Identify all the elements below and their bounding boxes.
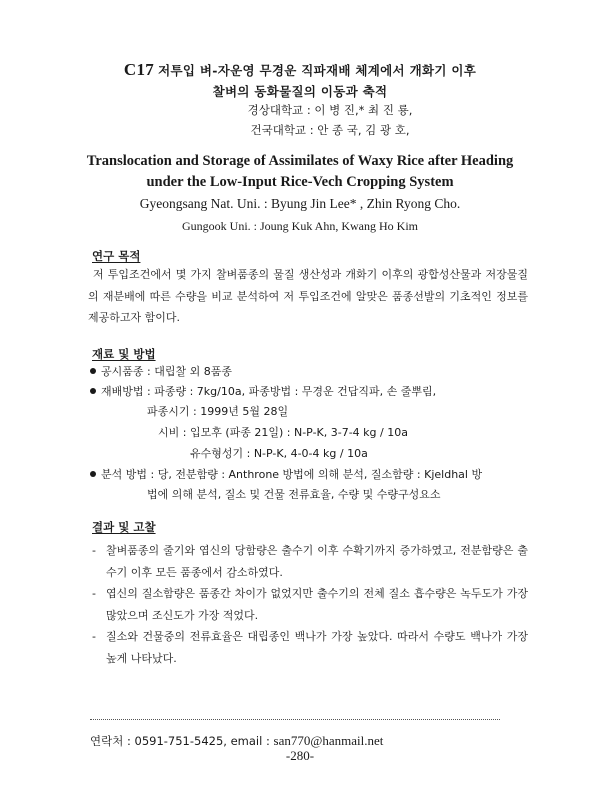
result-item-2: [92, 583, 528, 626]
korean-title-text-1: 저투입 벼-자운영 무경운 직파재배 체계에서 개화기 이후: [158, 63, 477, 78]
contact-email: san770@hanmail.net: [273, 733, 384, 748]
methods-text-2: 재배방법 : 파종량 : 7kg/10a, 파종방법 : 무경운 건답직파, 손 줄뿌림,: [101, 385, 437, 398]
result-item-3: [92, 626, 528, 669]
korean-affiliation-1: 경상대학교 : 이 병 진,* 최 진 룡,: [247, 103, 413, 117]
methods-line-analysis-cont: 법에 의해 분석, 질소 및 건물 전류효율, 수량 및 수량구성요소: [147, 488, 441, 501]
english-title-line1: Translocation and Storage of Assimilates of Waxy Rice after Heading: [86, 153, 514, 169]
dash-marker: -: [92, 544, 96, 557]
methods-line-cultivars: [90, 363, 232, 379]
dash-marker: -: [92, 587, 96, 600]
methods-line-cultivation: [90, 383, 436, 399]
section-heading-results: 결과 및 고찰: [92, 520, 156, 534]
methods-line-analysis: [90, 466, 482, 482]
section-heading-objective: 연구 목적: [92, 249, 141, 263]
abstract-code: C17: [123, 60, 155, 79]
korean-title-line2: 찰벼의 동화물질의 이동과 축적: [212, 84, 388, 99]
methods-text-6: 분석 방법 : 당, 전분함량 : Anthrone 방법에 의해 분석, 질소함량 : Kjeldhal 방: [101, 468, 483, 481]
bullet-icon: [90, 368, 96, 374]
result-item-1: [92, 540, 528, 583]
objective-paragraph: 저 투입조건에서 몇 가지 찰벼품종의 물질 생산성과 개화기 이후의 광합성산물과 저장물질의 재분배에 따른 수량을 비교 분석하여 저 투입조건에 알맞은 품종선발의 기초적인 정보를 제공하고자 함이다.: [88, 268, 528, 324]
contact-info: [90, 733, 383, 749]
english-title-line2: under the Low-Input Rice-Vech Cropping System: [146, 174, 454, 190]
footer-divider: [90, 719, 500, 720]
bullet-icon: [90, 388, 96, 394]
section-heading-methods: 재료 및 방법: [92, 347, 156, 361]
result-text-2: 엽신의 질소함량은 품종간 차이가 없었지만 출수기의 전체 질소 흡수량은 녹두도가 가장 많았으며 조신도가 가장 적었다.: [106, 587, 528, 622]
methods-line-fertilizer-1: 시비 : 입모후 (파종 21일) : N-P-K, 3-7-4 kg / 10a: [158, 426, 408, 439]
korean-affiliation-2: 건국대학교 : 안 종 국, 김 광 호,: [250, 123, 410, 137]
methods-text-1: 공시품종 : 대립찰 외 8품종: [101, 365, 232, 378]
dash-marker: -: [92, 630, 96, 643]
english-affiliation-1: Gyeongsang Nat. Uni. : Byung Jin Lee* , Zhin Ryong Cho.: [139, 196, 461, 211]
methods-line-sowing-date: 파종시기 : 1999년 5월 28일: [147, 405, 289, 418]
english-affiliation-2: Gungook Uni. : Joung Kuk Ahn, Kwang Ho Kim: [182, 219, 418, 233]
contact-label: 연락처 : 0591-751-5425, email :: [90, 734, 274, 748]
result-text-3: 질소와 건물중의 전류효율은 대립종인 백나가 가장 높았다. 따라서 수량도 백나가 가장 높게 나타났다.: [106, 630, 528, 665]
korean-title-line1: [0, 60, 600, 80]
result-text-1: 찰벼품종의 줄기와 엽신의 당함량은 출수기 이후 수확기까지 증가하였고, 전분함량은 출수기 이후 모든 품종에서 감소하였다.: [106, 544, 528, 579]
methods-line-fertilizer-2: 유수형성기 : N-P-K, 4-0-4 kg / 10a: [190, 447, 368, 460]
page-number: -280-: [285, 748, 315, 763]
bullet-icon: [90, 471, 96, 477]
